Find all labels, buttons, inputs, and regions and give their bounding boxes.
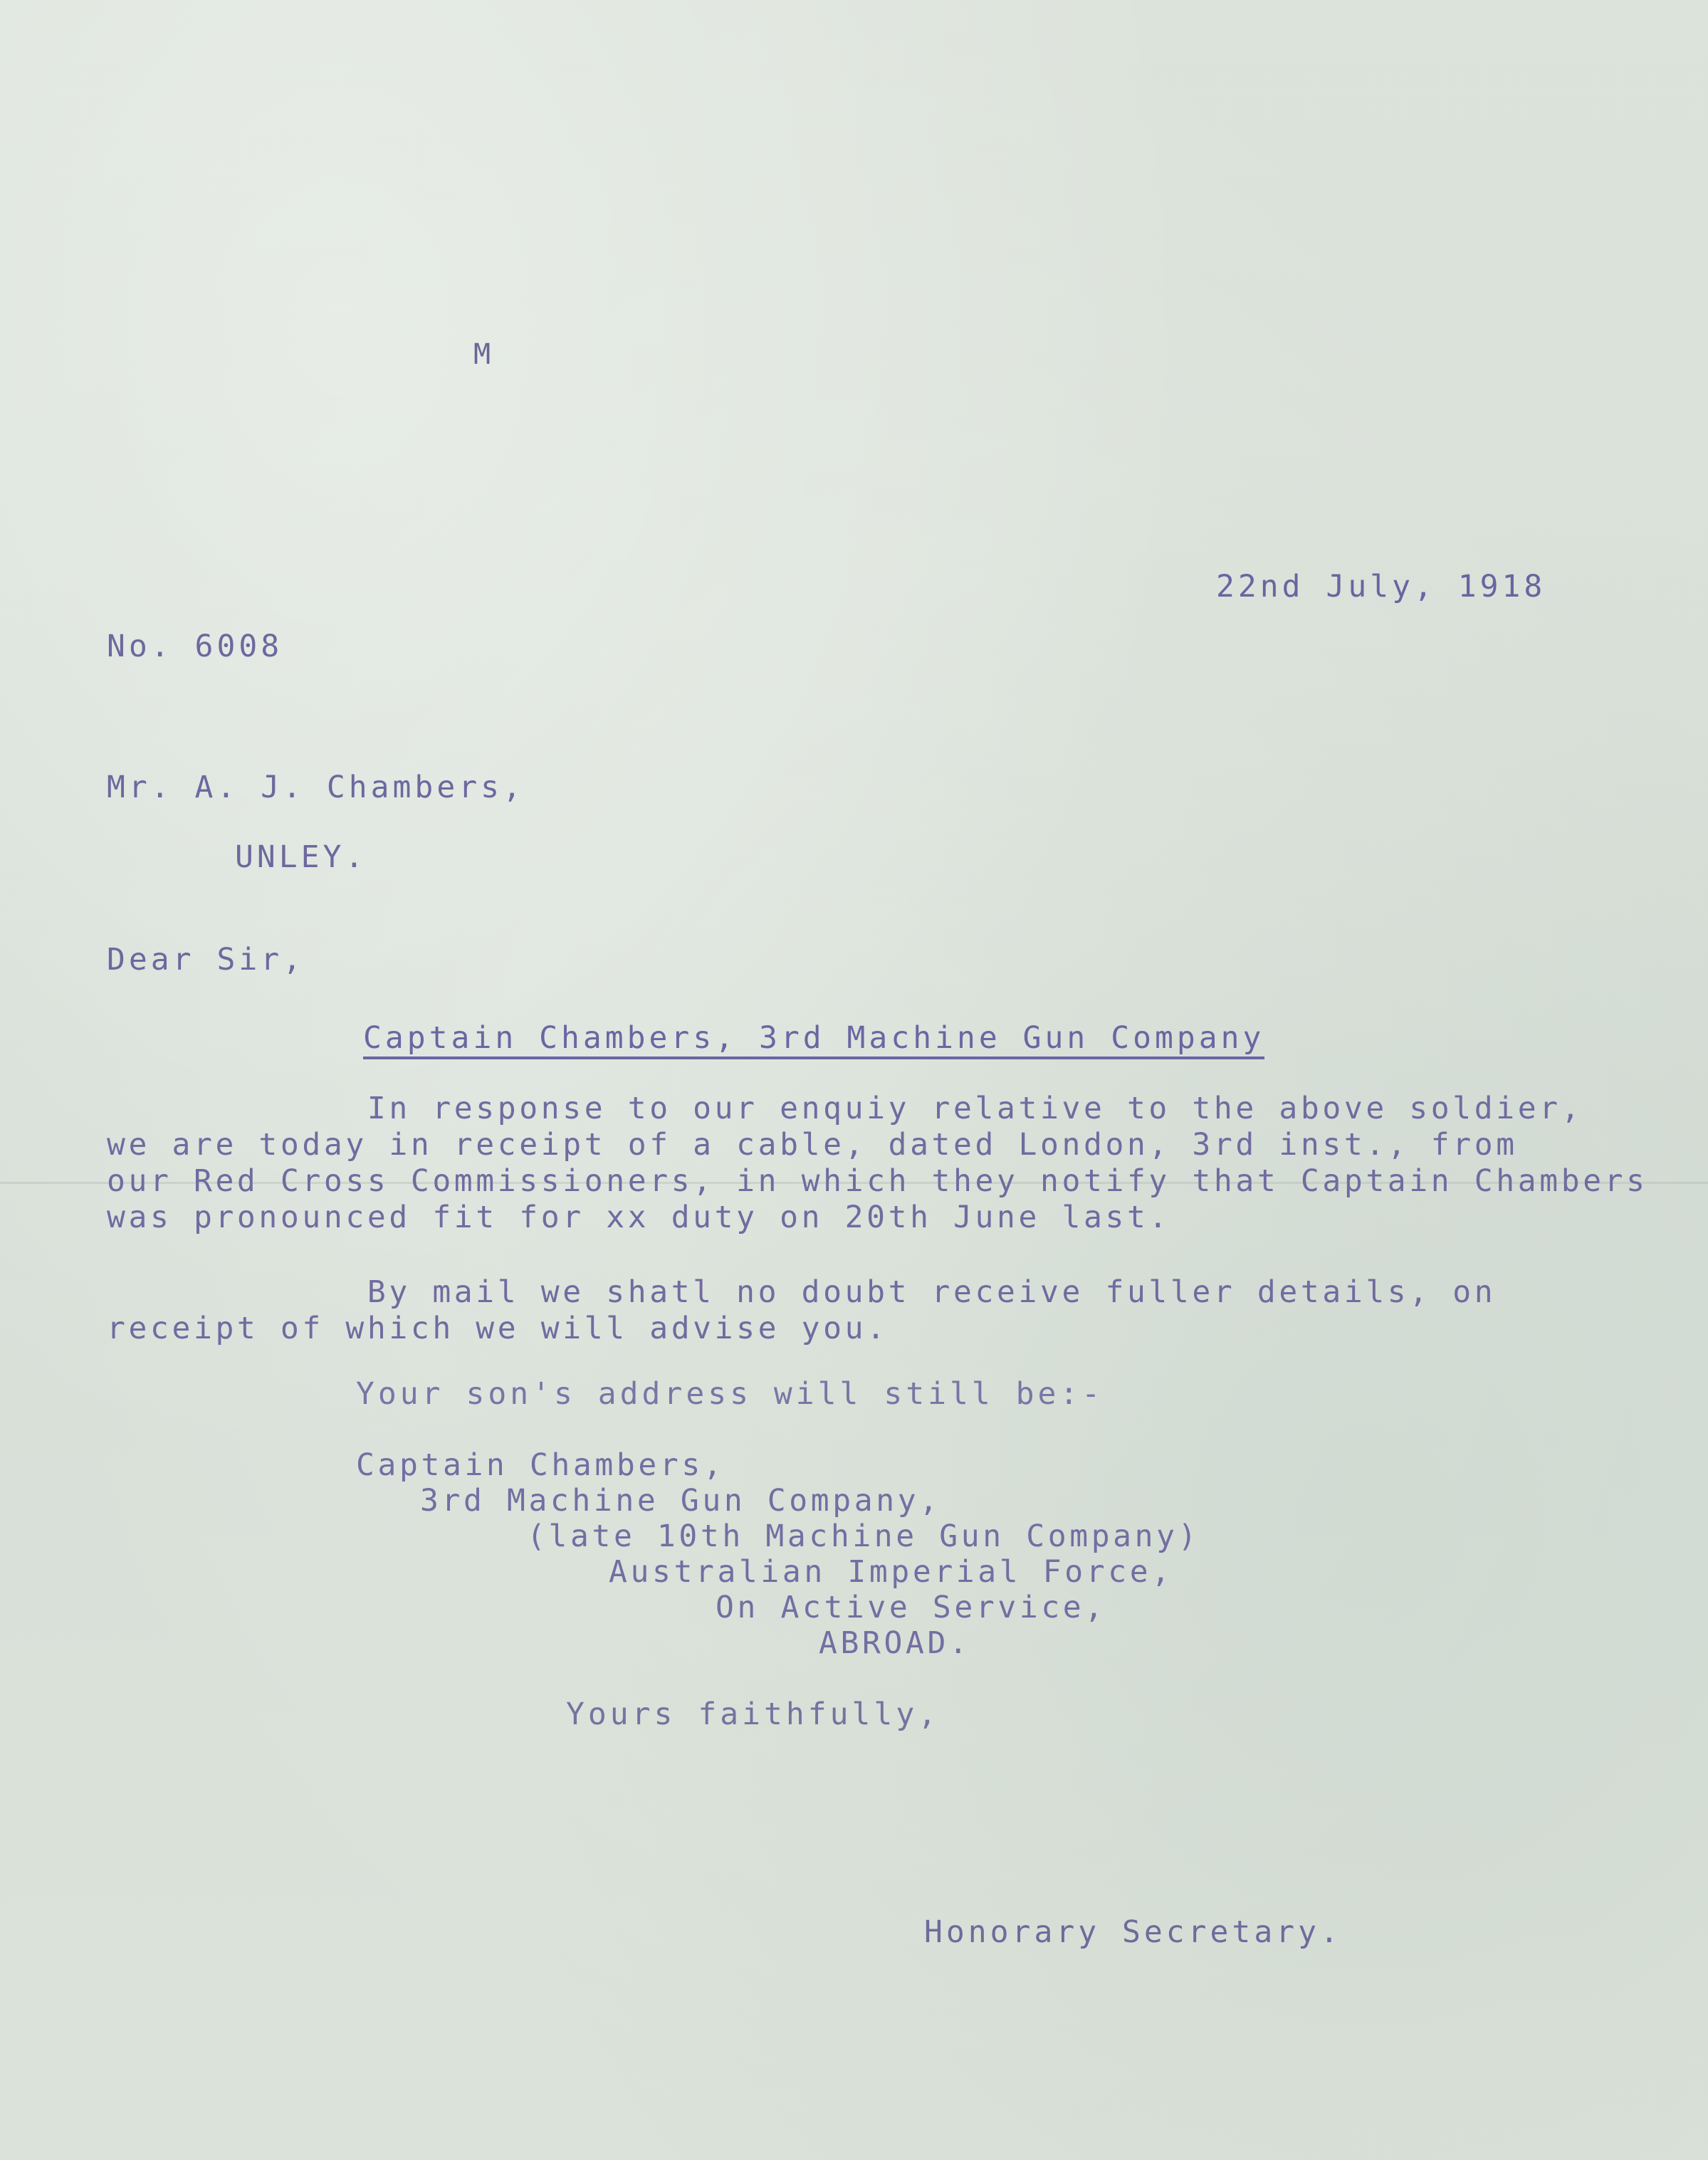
recipient-town: UNLEY. — [235, 839, 367, 875]
letter-date: 22nd July, 1918 — [1216, 569, 1546, 604]
address-line: (late 10th Machine Gun Company) — [527, 1519, 1200, 1554]
closing: Yours faithfully, — [566, 1697, 941, 1732]
address-line: ABROAD. — [819, 1625, 971, 1661]
body-paragraph-3: Your son's address will still be:- — [356, 1376, 1104, 1412]
address-line: Captain Chambers, — [356, 1447, 725, 1483]
body-paragraph-2: By mail we shatl no doubt receive fuller details, on receipt of which we will advise you. — [107, 1274, 1497, 1346]
address-line: On Active Service, — [716, 1590, 1106, 1625]
recipient-name: Mr. A. J. Chambers, — [107, 770, 525, 805]
subject-line: Captain Chambers, 3rd Machine Gun Company — [363, 1021, 1264, 1059]
address-line: 3rd Machine Gun Company, — [420, 1483, 941, 1519]
initial-mark: M — [473, 338, 495, 371]
signature-title: Honorary Secretary. — [924, 1914, 1342, 1950]
salutation: Dear Sir, — [107, 942, 305, 977]
body-paragraph-1: In response to our enquiy relative to the above soldier, we are today in receipt of a cable, dated London, 3rd inst., from our Red Cross Commissioners, in which they notify that Captain Chambers was pronounced fit for xx duty on 20th June last. — [107, 1091, 1648, 1235]
reference-number: No. 6008 — [107, 629, 283, 664]
address-line: Australian Imperial Force, — [609, 1554, 1173, 1590]
